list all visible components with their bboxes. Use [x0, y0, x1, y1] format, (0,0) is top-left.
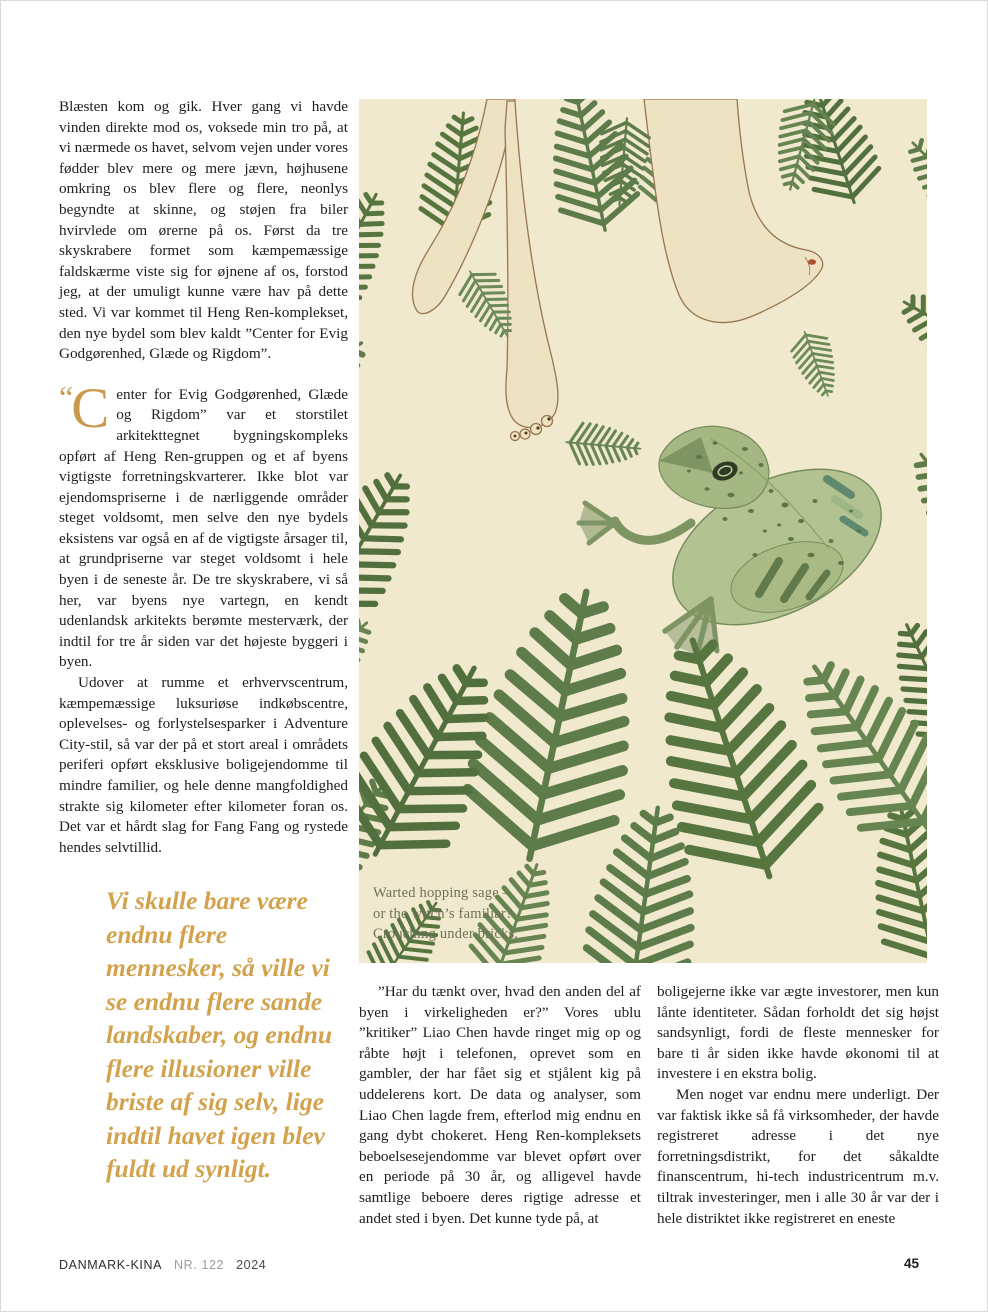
- caption-line-1: Warted hopping sage –: [373, 885, 511, 901]
- caption-line-3: Crouching under bricks.: [373, 926, 519, 942]
- middle-text-column: [359, 982, 641, 1229]
- drop-cap: [59, 376, 110, 440]
- fern-frog-illustration: [359, 99, 927, 963]
- paragraph-dropcap-text: enter for Evig Godgørenhed, Glæde og Rigdom” var et storstilet arkitekttegnet bygningskompleks opført af Heng Ren-gruppen og et af byens vigtigste forretningskvarterer. Ikke blot var ejendomspriserne i de nærliggende områder steget voldsomt, men selve den nye bydels eksistens var også en af de vigtigste årsager til, at grundpriserne var steget voldsomt i hele byen i de seneste år. De tre skyskrabere, vi så her, var byens nye vartegn, en kendt udenlandsk arkitekts berømte mesterværk, der indtil for tre år siden var det højeste byggeri i byen.: [59, 385, 348, 671]
- pull-quote: Vi skulle bare være endnu flere mennesker, så ville vi se endnu flere sande landskaber, og endnu flere illusioner ville briste af sig selv, lige indtil havet igen blev fuldt ud synligt.: [106, 886, 333, 1184]
- paragraph-intro: Blæsten kom og gik. Hver gang vi havde vinden direkte mod os, voksede min tro på, at vi nærmede os havet, selvom vejen under vores fødder blev mere og mere jævn, højhusene omkring os blev flere og flere, neonlys begyndte at skinne, og støjen fra biler hvirvlede om ørerne på os. Først da tre skyskrabere formet som kæmpemæssige faldskærme viste sig for øjnene af os, forstod jeg, at der umuligt kunne være hav på dette sted. Vi var kommet til Heng Ren-komplekset, den nye bydel som blev kaldt ”Center for Evig Godgørenhed, Glæde og Rigdom”.: [59, 98, 348, 363]
- footer: [59, 1258, 266, 1272]
- paragraph-har-du-taenkt: ”Har du tænkt over, hvad den anden del af byen i virkeligheden er?” Vores ublu ”kritiker” Liao Chen havde ringet mig op og råbte højt i telefonen, oprevet som en gambler, der har fået sig et stjålent kig på uddelerens kort. De data og analyser, som Liao Chen lagde frem, efterlod mig endnu en gang dybt chokeret. Heng Ren-kompleksets beboelsesejendomme var blevet opført over en periode på 30 år, og alligevel havde samtlige beboere deres rigtige adresse et andet sted i byen. Det kunne tyde på, at: [359, 983, 641, 1227]
- page-number: 45: [904, 1256, 920, 1271]
- left-text-column: [59, 97, 348, 1186]
- footer-year: 2024: [236, 1258, 267, 1272]
- paragraph-udover: Udover at rumme et erhvervscentrum, kæmpemæssige luksuriøse indkøbscentre, oplevelses- og forlystelsesparker i Adventure City-stil, så var der på et stort areal i områdets periferi opført eksklusive boligejendomme til mindre familier, og hele denne mangfoldighed strakte sig kilometer efter kilometer foran os. Det var et hårdt slag for Fang Fang og rystede hendes selvtillid.: [59, 674, 348, 856]
- illustration-caption: [373, 883, 518, 945]
- fern-frog-artwork: [359, 99, 927, 963]
- paragraph-dropcap: [59, 376, 348, 673]
- drop-cap-quote-mark: “: [59, 378, 72, 415]
- right-foot-toenail: [808, 259, 816, 265]
- drop-cap-letter: C: [71, 376, 110, 440]
- footer-magazine-name: DANMARK-KINA: [59, 1258, 163, 1272]
- paragraph-men-noget: Men noget var endnu mere underligt. Der var faktisk ikke så få virksomheder, der havde registreret adresse i det nye forretningsdistrikt, for det såkaldte finanscentrum, hi-tech industricentrum m.v. tiltrak investeringer, men i alle 30 år var der i hele distriktet ikke registreret en eneste: [657, 1085, 939, 1227]
- caption-line-2: or the witch’s familiar?: [373, 905, 513, 922]
- footer-issue-number: NR. 122: [174, 1258, 225, 1272]
- right-text-column: [657, 982, 939, 1229]
- paragraph-boligejerne: boligejerne ikke var ægte investorer, men kun lånte identiteter. Sådan forholdt det sig højst sandsynligt, fordi de fleste mennesker for bare ti år siden ikke havde økonomi til at investere i en ekstra bolig.: [657, 983, 939, 1083]
